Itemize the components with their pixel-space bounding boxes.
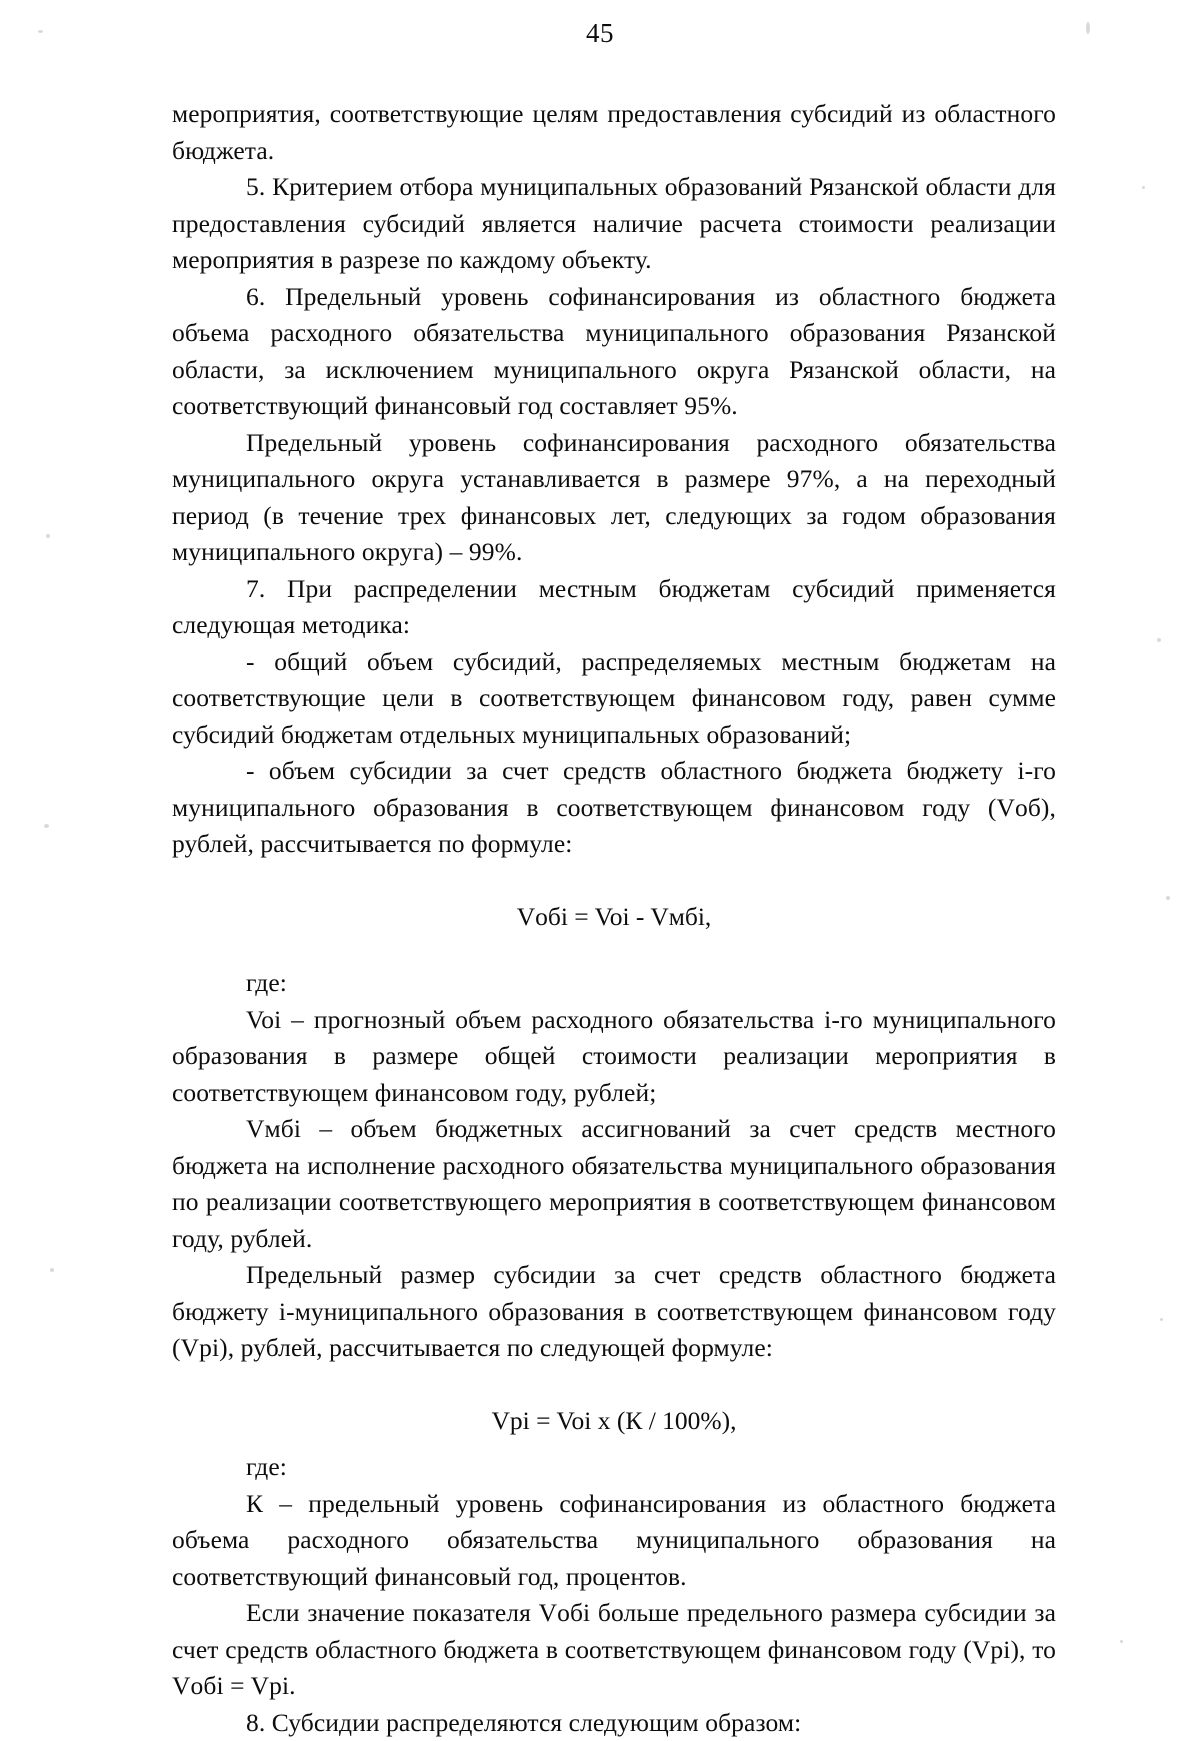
scan-speck bbox=[1157, 638, 1161, 642]
label-gde-1: где: bbox=[172, 965, 1056, 1002]
paragraph-intro: мероприятия, соответствующие целям предоставления субсидий из областного бюджета. bbox=[172, 96, 1056, 169]
paragraph-item-6-second: Предельный уровень софинансирования расходного обязательства муниципального округа устанавливается в размере 97%, а на переходный период (в течение трех финансовых лет, следующих за годом образования муниципального округа) – 99%. bbox=[172, 425, 1056, 571]
document-body bbox=[172, 96, 1056, 1741]
scan-speck bbox=[1160, 1318, 1163, 1321]
scan-speck bbox=[46, 534, 50, 538]
spacer bbox=[172, 1439, 1056, 1449]
scan-speck bbox=[1166, 896, 1170, 900]
spacer bbox=[172, 1367, 1056, 1403]
spacer bbox=[172, 935, 1056, 965]
formula-vpi: Vpi = Voi x (К / 100%), bbox=[172, 1403, 1056, 1440]
paragraph-item-6: 6. Предельный уровень софинансирования из областного бюджета объема расходного обязательства муниципального образования Рязанской области, за исключением муниципального округа Рязанской области, на соответствующий финансовый год составляет 95%. bbox=[172, 279, 1056, 425]
paragraph-dash-1: - общий объем субсидий, распределяемых местным бюджетам на соответствующие цели в соответствующем финансовом году, равен сумме субсидий бюджетам отдельных муниципальных образований; bbox=[172, 644, 1056, 754]
paragraph-vmbi: Vмбi – объем бюджетных ассигнований за счет средств местного бюджета на исполнение расходного обязательства муниципального образования по реализации соответствующего мероприятия в соответствующем финансовом году, рублей. bbox=[172, 1111, 1056, 1257]
formula-vobi: Vобi = Voi - Vмбi, bbox=[172, 899, 1056, 936]
paragraph-item-8: 8. Субсидии распределяются следующим образом: bbox=[172, 1705, 1056, 1741]
paragraph-voi: Voi – прогнозный объем расходного обязательства i-го муниципального образования в размере общей стоимости реализации мероприятия в соответствующем финансовом году, рублей; bbox=[172, 1002, 1056, 1112]
label-gde-2: где: bbox=[172, 1449, 1056, 1486]
scan-speck bbox=[1120, 1640, 1123, 1643]
page-number: 45 bbox=[0, 18, 1200, 49]
paragraph-if: Если значение показателя Vобi больше предельного размера субсидии за счет средств областного бюджета в соответствующем финансовом году (Vpi), то Vобi = Vpi. bbox=[172, 1595, 1056, 1705]
scan-speck bbox=[44, 824, 49, 828]
scan-speck bbox=[1142, 186, 1145, 189]
paragraph-limit: Предельный размер субсидии за счет средств областного бюджета бюджету i-муниципального образования в соответствующем финансовом году (Vpi), рублей, рассчитывается по следующей формуле: bbox=[172, 1257, 1056, 1367]
paragraph-k: К – предельный уровень софинансирования из областного бюджета объема расходного обязательства муниципального образования на соответствующий финансовый год, процентов. bbox=[172, 1486, 1056, 1596]
scan-speck bbox=[50, 1268, 54, 1272]
spacer bbox=[172, 863, 1056, 899]
paragraph-item-5: 5. Критерием отбора муниципальных образований Рязанской области для предоставления субсидий является наличие расчета стоимости реализации мероприятия в разрезе по каждому объекту. bbox=[172, 169, 1056, 279]
paragraph-dash-2: - объем субсидии за счет средств областного бюджета бюджету i-го муниципального образования в соответствующем финансовом году (Vоб), рублей, рассчитывается по формуле: bbox=[172, 753, 1056, 863]
paragraph-item-7: 7. При распределении местным бюджетам субсидий применяется следующая методика: bbox=[172, 571, 1056, 644]
